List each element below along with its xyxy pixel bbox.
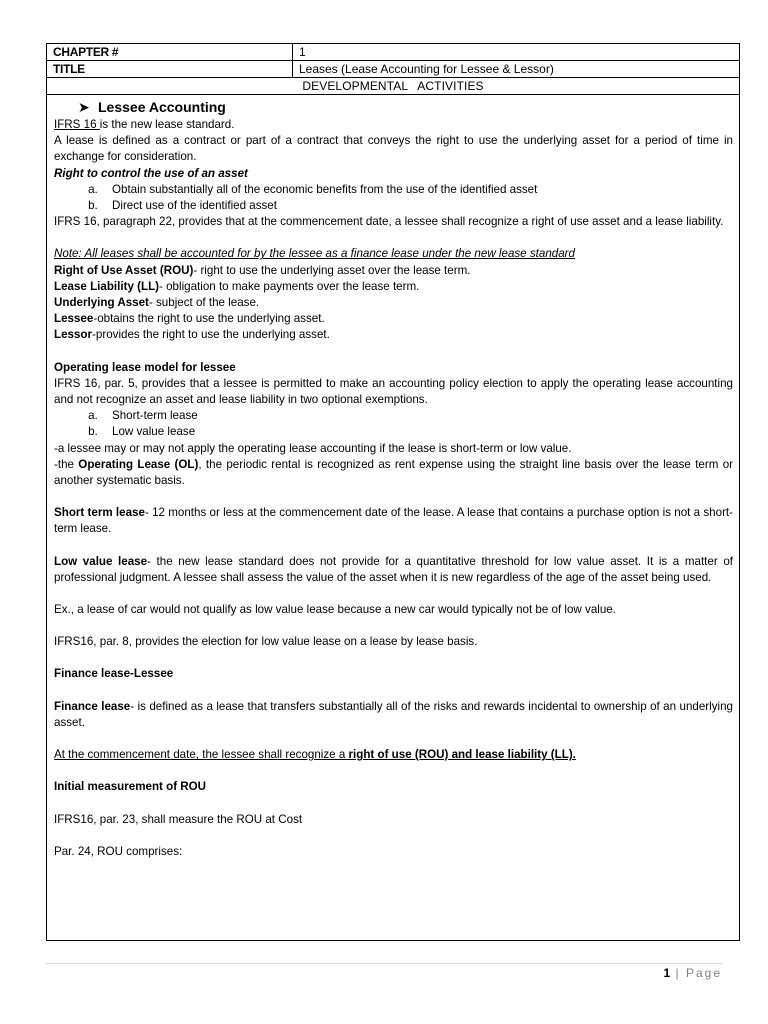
list-item: a. Obtain substantially all of the economic benefits from the use of the identified asset xyxy=(101,182,733,198)
paragraph: Short term lease- 12 months or less at the commencement date of the lease. A lease that contains a purchase option is not a short-term lease. xyxy=(54,506,734,536)
list-item: a. Short-term lease xyxy=(101,408,733,424)
list-item: b. Direct use of the identified asset xyxy=(101,198,733,214)
title-row xyxy=(47,61,740,78)
definition: Lease Liability (LL)- obligation to make payments over the lease term. xyxy=(54,279,420,293)
subheading: Initial measurement of ROU xyxy=(54,780,207,794)
chapter-value: 1 xyxy=(293,44,740,61)
paragraph: Low value lease- the new lease standard does not provide for a quantitative threshold for low value asset. It is a matter of professional judgment. A lessee shall assess the value of the asset when it is new regardless of the age of the asset being used. xyxy=(54,554,733,584)
definition: Lessee-obtains the right to use the underlying asset. xyxy=(54,312,325,326)
arrow-bullet-icon: ➤ xyxy=(78,99,90,115)
subheading: Finance lease-Lessee xyxy=(54,667,174,681)
paragraph: Ex., a lease of car would not qualify as low value lease because a new car would typically not be of low value. xyxy=(54,603,616,617)
definition: Lessor-provides the right to use the underlying asset. xyxy=(54,328,330,342)
list-control xyxy=(54,182,733,214)
paragraph: Par. 24, ROU comprises: xyxy=(54,844,183,858)
definition: Right of Use Asset (ROU)- right to use the underlying asset over the lease term. xyxy=(54,263,471,277)
paragraph: Finance lease- is defined as a lease that transfers substantially all of the risks and rewards incidental to ownership of an underlying asset. xyxy=(54,699,733,729)
subheading: Operating lease model for lessee xyxy=(54,360,236,374)
header-table xyxy=(46,43,740,95)
chapter-label: CHAPTER # xyxy=(47,44,293,61)
title-value: Leases (Lease Accounting for Lessee & Lessor) xyxy=(293,61,740,78)
paragraph: At the commencement date, the lessee shall recognize a right of use (ROU) and lease liability (LL). xyxy=(54,748,576,762)
page-footer: 1 | Page xyxy=(663,966,722,980)
chapter-row xyxy=(47,44,740,61)
subheading: Right to control the use of an asset xyxy=(54,166,248,180)
paragraph: IFRS16, par. 23, shall measure the ROU at Cost xyxy=(54,812,303,826)
footer-divider xyxy=(46,963,722,964)
paragraph: IFRS 16, par. 5, provides that a lessee is permitted to make an accounting policy election to apply the operating lease accounting and not recognize an asset and lease liability in two optional exemptions. xyxy=(54,376,733,407)
page-label: Page xyxy=(685,966,722,980)
paragraph: A lease is defined as a contract or part of a contract that conveys the right to use the underlying asset for a period of time in exchange for consideration. xyxy=(54,134,733,164)
paragraph: IFRS16, par. 8, provides the election for low value lease on a lease by lease basis. xyxy=(54,635,478,649)
content-box xyxy=(46,94,740,941)
paragraph: IFRS 16 is the new lease standard. xyxy=(54,118,235,131)
list-item: b. Low value lease xyxy=(101,424,733,440)
definition: Underlying Asset- subject of the lease. xyxy=(54,296,260,310)
section-row xyxy=(47,78,740,95)
title-label: TITLE xyxy=(47,61,293,78)
document-body xyxy=(54,97,733,860)
section-heading: DEVELOPMENTAL ACTIVITIES xyxy=(47,78,740,95)
list-exemptions xyxy=(54,408,733,440)
paragraph: IFRS 16, paragraph 22, provides that at the commencement date, a lessee shall recognize a right of use asset and a lease liability. xyxy=(54,215,724,229)
page-number: 1 xyxy=(663,966,671,980)
paragraph: -a lessee may or may not apply the operating lease accounting if the lease is short-term or low value. xyxy=(54,441,572,455)
paragraph: -the Operating Lease (OL), the periodic rental is recognized as rent expense using the straight line basis over the lease term or another systematic basis. xyxy=(54,457,734,488)
note: Note: All leases shall be accounted for by the lessee as a finance lease under the new lease standard xyxy=(54,247,575,261)
section-heading-lessee: ➤ Lessee Accounting xyxy=(78,99,226,115)
